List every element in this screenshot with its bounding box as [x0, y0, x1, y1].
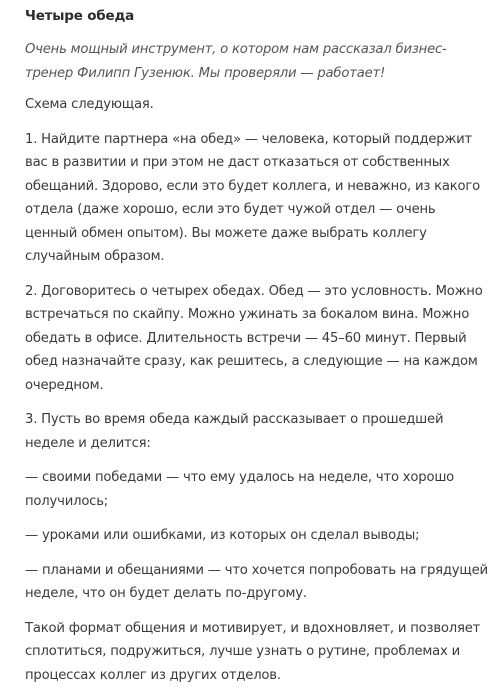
list-item-victories: — своими победами — что ему удалось на неделе, что хорошо получилось;	[25, 466, 488, 513]
intro-paragraph: Схема следующая.	[25, 93, 488, 117]
article-lead: Очень мощный инструмент, о котором нам рассказал бизнес-тренер Филипп Гузенюк. Мы проверяли — работает!	[25, 38, 488, 85]
step-2-paragraph: 2. Договоритесь о четырех обедах. Обед — это условность. Можно встречаться по скайпу. Можно ужинать за бокалом вина. Можно обедать в офисе. Длительность встречи — 45–60 минут. Первый обед назначайте сразу, как решитесь, а следующие — на каждом очередном.	[25, 280, 488, 398]
step-3-paragraph: 3. Пусть во время обеда каждый рассказывает о прошедшей неделе и делится:	[25, 408, 488, 455]
list-item-plans: — планами и обещаниями — что хочется попробовать на грядущей неделе, что он будет делать по-другому.	[25, 559, 488, 606]
step-1-paragraph: 1. Найдите партнера «на обед» — человека, который поддержит вас в развитии и при этом не даст отказаться от собственных обещаний. Здорово, если это будет коллега, и неважно, из какого отдела (даже хорошо, если это будет чужой отдел — очень ценный обмен опытом). Вы можете даже выбрать коллегу случайным образом.	[25, 128, 488, 269]
article-title: Четыре обеда	[25, 6, 488, 26]
outro-paragraph: Такой формат общения и мотивирует, и вдохновляет, и позволяет сплотиться, подружиться, лучше узнать о рутине, проблемах и процессах коллег из других отделов.	[25, 617, 488, 687]
list-item-lessons: — уроками или ошибками, из которых он сделал выводы;	[25, 524, 488, 548]
